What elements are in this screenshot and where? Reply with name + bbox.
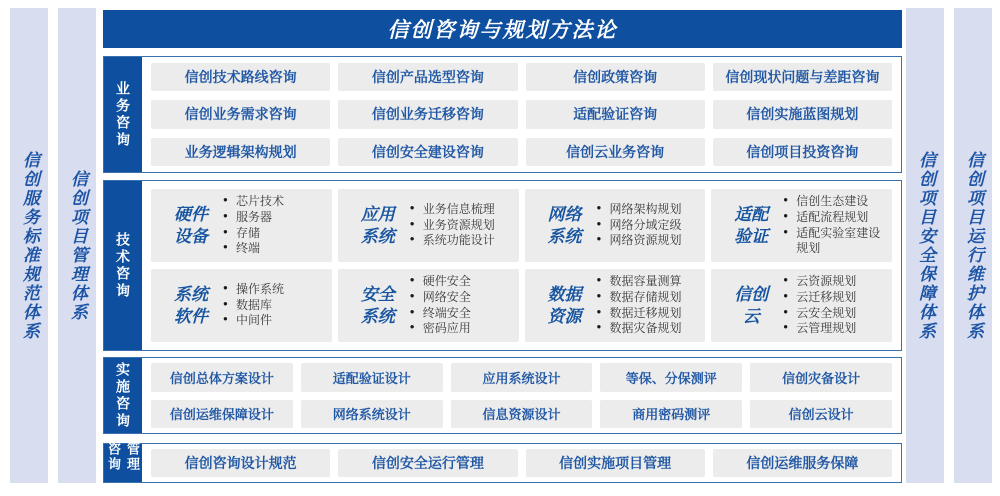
tech-group-bullets [783, 274, 887, 336]
system-bar-label: 信创项目安全保障体系 [916, 150, 935, 341]
implementation-item: 网络系统设计 [301, 400, 443, 429]
system-bar-label: 信创服务标准规范体系 [20, 150, 39, 341]
implementation-item: 适配验证设计 [301, 363, 443, 392]
tech-group-name: 应用系统 [360, 205, 395, 246]
business-item: 适配验证咨询 [526, 100, 705, 128]
system-bar-operation-maintenance [954, 8, 992, 483]
tech-bullet: ● 存储 [223, 226, 327, 242]
tech-bullet: ● 云资源规划 [783, 274, 887, 290]
management-item: 信创运维服务保障 [713, 449, 892, 477]
implementation-item: 信息资源设计 [451, 400, 593, 429]
business-item: 信创业务需求咨询 [151, 100, 330, 128]
diagram-title: 信创咨询与规划方法论 [103, 10, 902, 48]
tech-bullet: ● 业务资源规划 [410, 218, 514, 234]
business-item: 信创业务迁移咨询 [338, 100, 517, 128]
business-item: 信创实施蓝图规划 [713, 100, 892, 128]
management-item: 信创实施项目管理 [526, 449, 705, 477]
tech-bullet: ● 数据容量测算 [597, 274, 701, 290]
business-item: 业务逻辑架构规划 [151, 138, 330, 166]
tech-group-data-resource [525, 269, 706, 342]
tech-group-name: 数据资源 [547, 285, 582, 326]
section-label: 技术咨询 [115, 231, 131, 300]
system-bar-label: 信创项目运行维护体系 [964, 150, 983, 341]
tech-group-bullets [597, 274, 701, 336]
section-label-strip [104, 181, 142, 350]
technical-groups-grid [142, 181, 901, 350]
section-label-strip [104, 358, 142, 433]
tech-bullet: ● 业务信息梳理 [410, 202, 514, 218]
tech-group-bullets [597, 202, 701, 249]
implementation-items-grid [142, 358, 901, 433]
tech-bullet: ● 网络资源规划 [597, 233, 701, 249]
implementation-item: 信创运维保障设计 [151, 400, 293, 429]
tech-bullet: ● 云管理规划 [783, 321, 887, 337]
tech-bullet: ● 数据存储规划 [597, 290, 701, 306]
business-item: 信创技术路线咨询 [151, 63, 330, 91]
tech-group-name: 安全系统 [360, 285, 395, 326]
section-business-consulting [103, 56, 902, 173]
section-label: 咨询管理 [106, 442, 140, 472]
business-item: 信创安全建设咨询 [338, 138, 517, 166]
implementation-item: 商用密码测评 [600, 400, 742, 429]
business-item: 信创政策咨询 [526, 63, 705, 91]
tech-bullet: ● 云安全规划 [783, 306, 887, 322]
tech-group-hardware [151, 189, 332, 262]
tech-bullet: ● 终端 [223, 241, 327, 257]
tech-group-adaptation [711, 189, 892, 262]
tech-group-bullets [223, 194, 327, 256]
tech-bullet: ● 密码应用 [410, 321, 514, 337]
section-consulting-management [103, 443, 902, 483]
tech-bullet: ● 系统功能设计 [410, 233, 514, 249]
tech-group-bullets [223, 282, 327, 329]
tech-bullet: ● 网络分域定级 [597, 218, 701, 234]
system-bar-label: 信创项目管理体系 [68, 169, 87, 322]
system-bar-security-assurance [906, 8, 944, 483]
system-bar-service-standard [10, 8, 48, 483]
section-label: 实施咨询 [115, 361, 131, 430]
management-item: 信创安全运行管理 [338, 449, 517, 477]
tech-group-application [338, 189, 519, 262]
business-item: 信创现状问题与差距咨询 [713, 63, 892, 91]
tech-bullet: ● 操作系统 [223, 282, 327, 298]
tech-group-name: 系统软件 [174, 285, 208, 326]
implementation-item: 等保、分保测评 [600, 363, 742, 392]
tech-bullet: ● 芯片技术 [223, 194, 327, 210]
tech-bullet: ● 服务器 [223, 210, 327, 226]
tech-bullet: ● 网络架构规划 [597, 202, 701, 218]
tech-group-name: 信创云 [734, 285, 769, 326]
tech-group-network [525, 189, 706, 262]
section-label-strip [104, 57, 142, 172]
tech-bullet: ● 终端安全 [410, 306, 514, 322]
tech-bullet: ● 硬件安全 [410, 274, 514, 290]
section-implementation-consulting [103, 357, 902, 434]
tech-bullet: ● 中间件 [223, 313, 327, 329]
tech-bullet: ● 适配流程规划 [783, 210, 887, 226]
section-label-strip [104, 444, 142, 482]
tech-group-bullets [410, 274, 514, 336]
tech-bullet: ● 云迁移规划 [783, 290, 887, 306]
tech-bullet: ● 网络安全 [410, 290, 514, 306]
tech-group-system-software [151, 269, 332, 342]
business-item: 信创项目投资咨询 [713, 138, 892, 166]
tech-bullet: ● 数据迁移规划 [597, 306, 701, 322]
tech-bullet: ● 数据库 [223, 298, 327, 314]
tech-bullet: ● 信创生态建设 [783, 194, 887, 210]
tech-group-bullets [783, 194, 887, 256]
implementation-item: 信创总体方案设计 [151, 363, 293, 392]
management-items-grid [142, 444, 901, 482]
tech-bullet: ● 适配实验室建设规划 [783, 226, 887, 257]
management-item: 信创咨询设计规范 [151, 449, 330, 477]
section-label: 业务咨询 [115, 80, 131, 149]
tech-group-security [338, 269, 519, 342]
tech-group-name: 适配验证 [734, 205, 769, 246]
main-framework [103, 10, 902, 483]
implementation-item: 信创灾备设计 [750, 363, 892, 392]
tech-group-name: 网络系统 [547, 205, 582, 246]
system-bar-project-management [58, 8, 96, 483]
section-technical-consulting [103, 180, 902, 351]
business-item: 信创产品选型咨询 [338, 63, 517, 91]
tech-group-bullets [410, 202, 514, 249]
implementation-item: 应用系统设计 [451, 363, 593, 392]
tech-group-cloud [711, 269, 892, 342]
business-items-grid [142, 57, 901, 172]
implementation-item: 信创云设计 [750, 400, 892, 429]
business-item: 信创云业务咨询 [526, 138, 705, 166]
tech-bullet: ● 数据灾备规划 [597, 321, 701, 337]
tech-group-name: 硬件设备 [174, 205, 208, 246]
